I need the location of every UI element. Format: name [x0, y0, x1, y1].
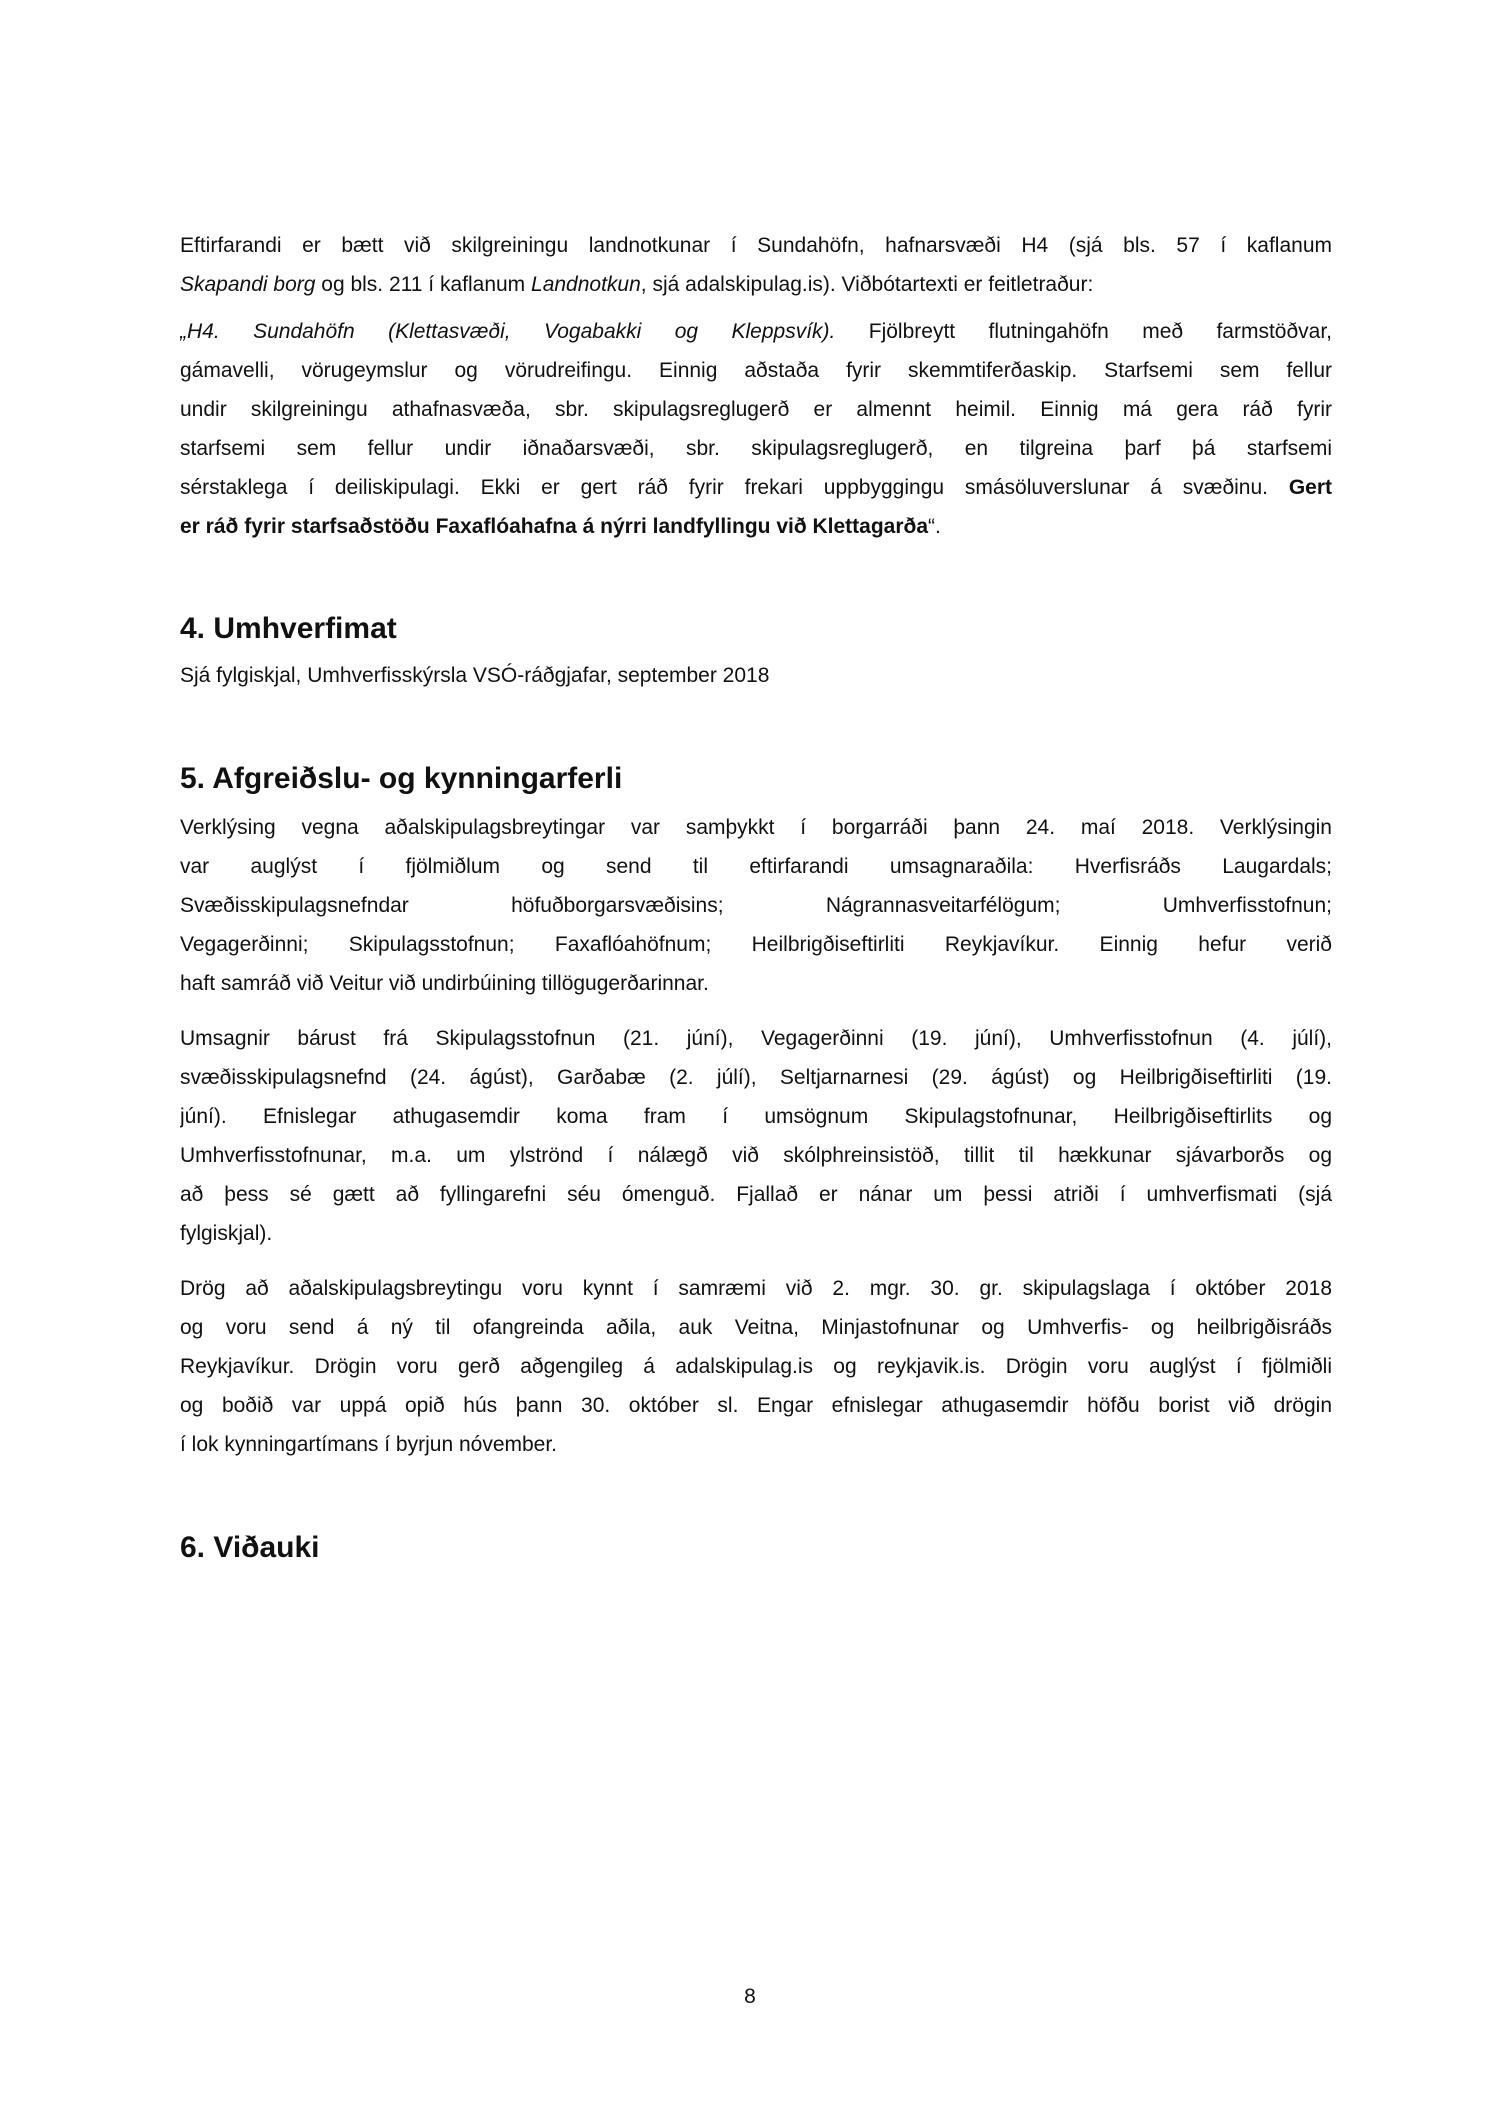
text-line — [180, 507, 1332, 546]
text-run: , sjá adalskipulag.is). Viðbótartexti er feitletraður: — [640, 273, 1094, 296]
text-run: Umhverfisstofnunar, m.a. um ylströnd í nálægð við skólphreinsistöð, tillit til hækkunar sjávarborðs og — [180, 1144, 1332, 1167]
text-run: haft samráð við Veitur við undirbúining tillögugerðarinnar. — [180, 972, 709, 995]
text-run: júní). Efnislegar athugasemdir koma fram í umsögnum Skipulagstofnunar, Heilbrigðiseftirlits og — [180, 1105, 1332, 1128]
section-heading-6: 6. Viðauki — [180, 1531, 320, 1564]
text-run: Fjölbreytt flutningahöfn með farmstöðvar, — [835, 320, 1332, 343]
text-line — [180, 1058, 1332, 1097]
text-line — [180, 886, 1332, 925]
text-line — [180, 1347, 1332, 1386]
text-run: gámavelli, vörugeymslur og vörudreifingu. Einnig aðstaða fyrir skemmtiferðaskip. Starfsemi sem fellur — [180, 359, 1332, 382]
section-heading-4: 4. Umhverfimat — [180, 612, 397, 645]
text-run: og voru send á ný til ofangreinda aðila, auk Veitna, Minjastofnunar og Umhverfis- og heilbrigðisráðs — [180, 1316, 1332, 1339]
page-number: 8 — [744, 1985, 756, 2008]
text-run: “. — [928, 515, 941, 538]
text-line — [180, 429, 1332, 468]
text-run: er ráð fyrir starfsaðstöðu Faxaflóahafna á nýrri landfyllingu við Klettagarða — [180, 515, 929, 538]
text-run: Skapandi borg — [180, 273, 316, 296]
h4-definition-paragraph — [180, 312, 1332, 546]
text-line — [180, 468, 1332, 507]
text-run: Landnotkun — [531, 273, 641, 296]
section-5-paragraph-3 — [180, 1269, 1332, 1464]
text-run: að þess sé gætt að fyllingarefni séu ómenguð. Fjallað er nánar um þessi atriði í umhverfismati (sjá — [180, 1183, 1332, 1206]
text-line — [180, 847, 1332, 886]
text-run: undir skilgreiningu athafnasvæða, sbr. skipulagsreglugerð er almennt heimil. Einnig má gera ráð fyrir — [180, 398, 1332, 421]
text-run: starfsemi sem fellur undir iðnaðarsvæði, sbr. skipulagsreglugerð, en tilgreina þarf þá starfsemi — [180, 437, 1332, 460]
text-run: Verklýsing vegna aðalskipulagsbreytingar var samþykkt í borgarráði þann 24. maí 2018. Verklýsingin — [180, 816, 1332, 839]
intro-paragraph — [180, 226, 1332, 304]
text-line — [180, 1097, 1332, 1136]
text-line — [180, 964, 1332, 1003]
section-4-text — [180, 656, 1332, 695]
text-run: og bls. 211 í kaflanum — [315, 273, 532, 296]
text-line — [180, 265, 1332, 304]
text-line — [180, 656, 1332, 695]
text-run: Umsagnir bárust frá Skipulagsstofnun (21. júní), Vegagerðinni (19. júní), Umhverfisstofnun (4. júlí), — [180, 1027, 1332, 1050]
text-line — [180, 925, 1332, 964]
text-run: Eftirfarandi er bætt við skilgreiningu landnotkunar í Sundahöfn, hafnarsvæði H4 (sjá bls. 57 í kaflanum — [180, 234, 1332, 257]
text-run: Sjá fylgiskjal, Umhverfisskýrsla VSÓ-ráðgjafar, september 2018 — [180, 664, 770, 687]
text-run: Gert — [1288, 476, 1332, 499]
text-run: svæðisskipulagsnefnd (24. ágúst), Garðabæ (2. júlí), Seltjarnarnesi (29. ágúst) og Heilbrigðiseftirliti (19. — [180, 1066, 1332, 1089]
text-line — [180, 312, 1332, 351]
text-line — [180, 1425, 1332, 1464]
text-run: og boðið var uppá opið hús þann 30. október sl. Engar efnislegar athugasemdir höfðu borist við drögin — [180, 1394, 1332, 1417]
text-line — [180, 1269, 1332, 1308]
text-run: í lok kynningartímans í byrjun nóvember. — [180, 1433, 558, 1456]
text-line — [180, 1308, 1332, 1347]
section-heading-5: 5. Afgreiðslu- og kynningarferli — [180, 762, 623, 795]
text-line — [180, 351, 1332, 390]
text-line — [180, 1214, 1332, 1253]
text-line — [180, 1175, 1332, 1214]
text-run: sérstaklega í deiliskipulagi. Ekki er gert ráð fyrir frekari uppbyggingu smásöluverslunar á svæðinu. — [180, 476, 1289, 499]
text-run: var auglýst í fjölmiðlum og send til eftirfarandi umsagnaraðila: Hverfisráðs Laugardals; — [180, 855, 1332, 878]
text-line — [180, 226, 1332, 265]
text-run: „H4. Sundahöfn (Klettasvæði, Vogabakki og Kleppsvík). — [180, 320, 836, 343]
text-run: Svæðisskipulagsnefndar höfuðborgarsvæðisins; Nágrannasveitarfélögum; Umhverfisstofnun; — [180, 894, 1332, 917]
text-run: Drög að aðalskipulagsbreytingu voru kynnt í samræmi við 2. mgr. 30. gr. skipulagslaga í október 2018 — [180, 1277, 1332, 1300]
section-5-paragraph-2 — [180, 1019, 1332, 1253]
text-run: fylgiskjal). — [180, 1222, 273, 1245]
section-5-paragraph-1 — [180, 808, 1332, 1003]
text-run: Reykjavíkur. Drögin voru gerð aðgengileg á adalskipulag.is og reykjavik.is. Drögin voru auglýst í fjölmiðli — [180, 1355, 1332, 1378]
text-line — [180, 1136, 1332, 1175]
text-run: Vegagerðinni; Skipulagsstofnun; Faxaflóahöfnum; Heilbrigðiseftirliti Reykjavíkur. Einnig hefur verið — [180, 933, 1332, 956]
text-line — [180, 808, 1332, 847]
text-line — [180, 390, 1332, 429]
text-line — [180, 1386, 1332, 1425]
text-line — [180, 1019, 1332, 1058]
